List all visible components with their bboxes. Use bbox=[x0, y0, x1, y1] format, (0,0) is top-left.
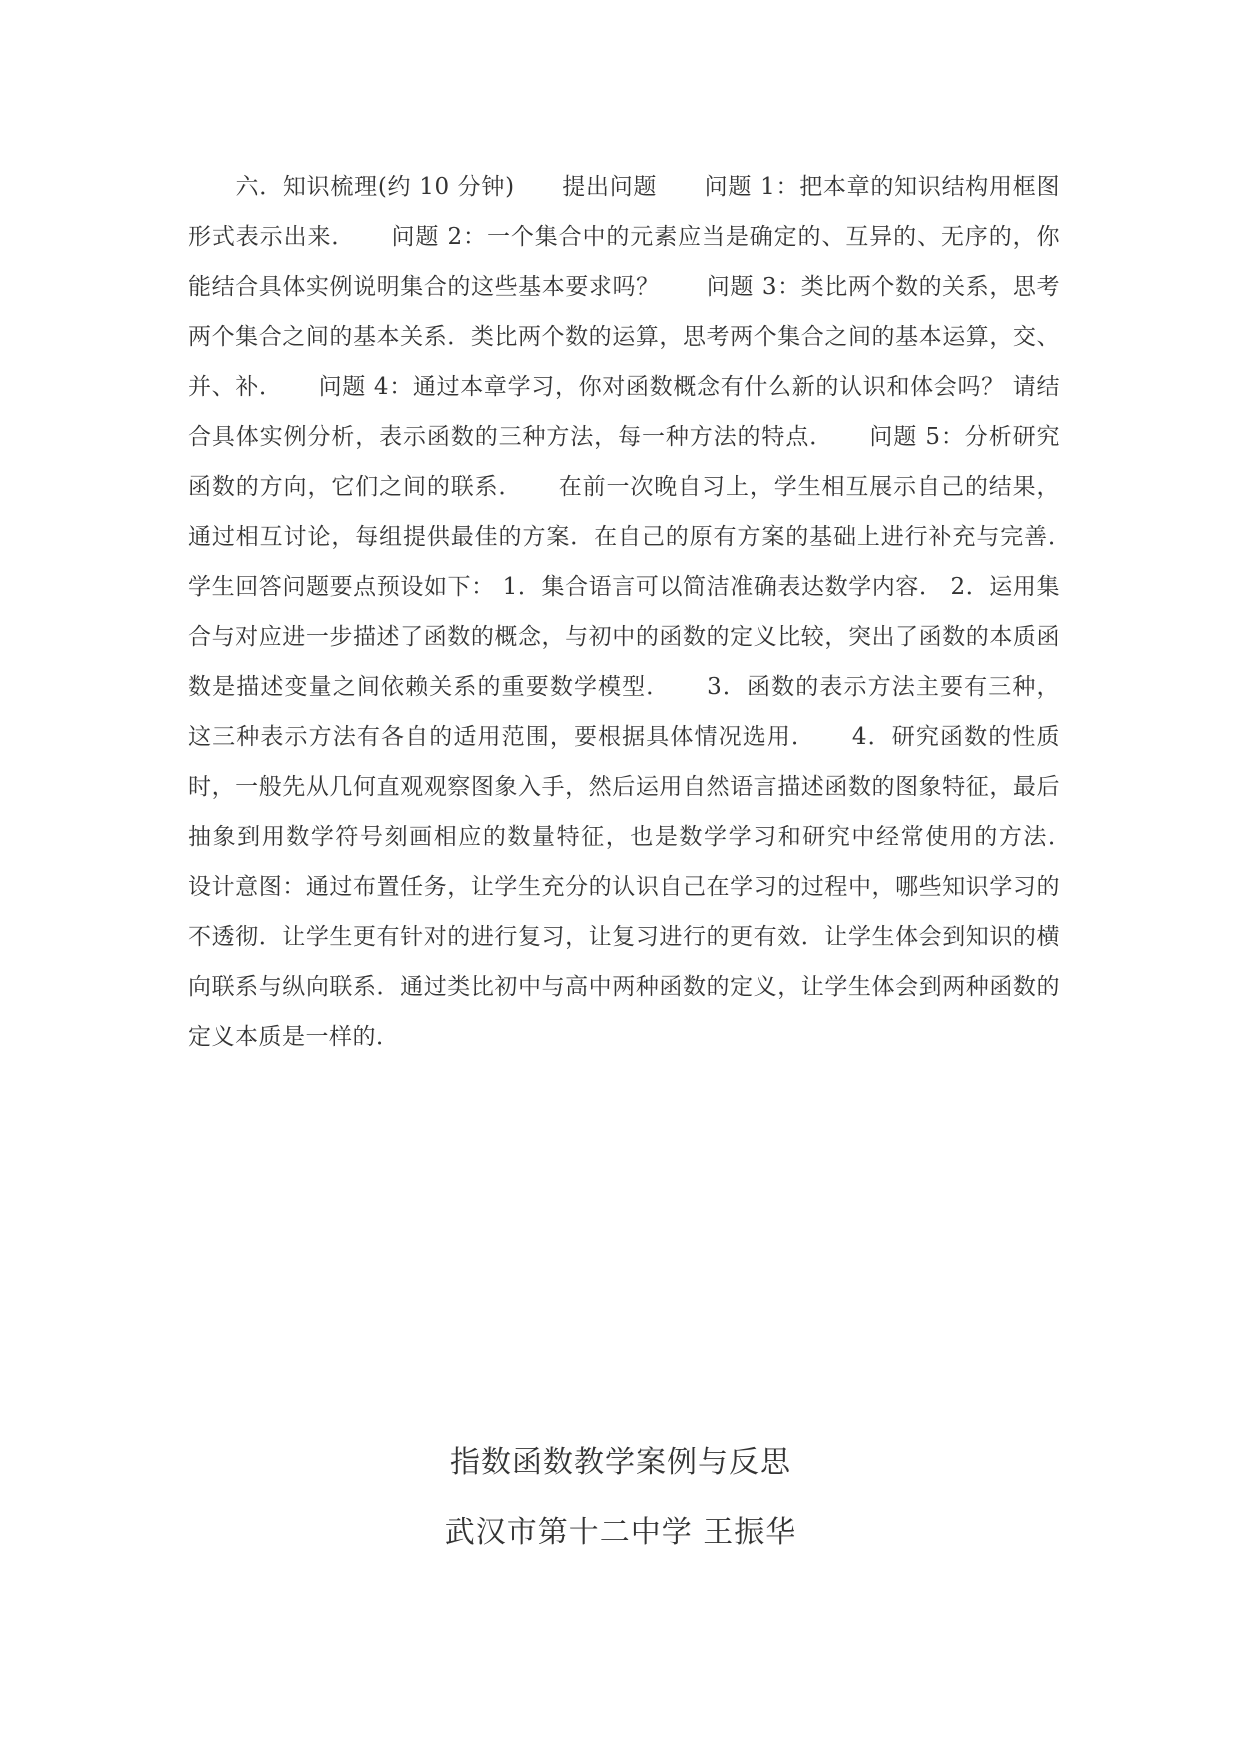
body-paragraph: 六．知识梳理(约 10 分钟) 提出问题 问题 1：把本章的知识结构用框图形式表示出来． 问题 2：一个集合中的元素应当是确定的、互异的、无序的，你能结合具体实例说明集合的这些基本要求吗？ 问题 3：类比两个数的关系，思考两个集合之间的基本关系．类比两个数的运算，思考两个集合之间的基本运算，交、并、补． 问题 4：通过本章学习，你对函数概念有什么新的认识和体会吗？ 请结合具体实例分析，表示函数的三种方法，每一种方法的特点． 问题 5：分析研究函数的方向，它们之间的联系． 在前一次晚自习上，学生相互展示自己的结果，通过相互讨论，每组提供最佳的方案．在自己的原有方案的基础上进行补充与完善． 学生回答问题要点预设如下： 1．集合语言可以简洁准确表达数学内容． 2．运用集合与对应进一步描述了函数的概念，与初中的函数的定义比较，突出了函数的本质函数是描述变量之间依赖关系的重要数学模型． 3．函数的表示方法主要有三种，这三种表示方法有各自的适用范围，要根据具体情况选用． 4．研究函数的性质时，一般先从几何直观观察图象入手，然后运用自然语言描述函数的图象特征，最后抽象到用数学符号刻画相应的数量特征，也是数学学习和研究中经常使用的方法． 设计意图：通过布置任务，让学生充分的认识自己在学习的过程中，哪些知识学习的不透彻．让学生更有针对的进行复习，让复习进行的更有效．让学生体会到知识的横向联系与纵向联系．通过类比初中与高中两种函数的定义，让学生体会到两种函数的定义本质是一样的． bbox=[188, 174, 1107, 1050]
article-title: 指数函数教学案例与反思 bbox=[450, 1445, 791, 1480]
author-line: 武汉市第十二中学 王振华 bbox=[444, 1515, 797, 1550]
